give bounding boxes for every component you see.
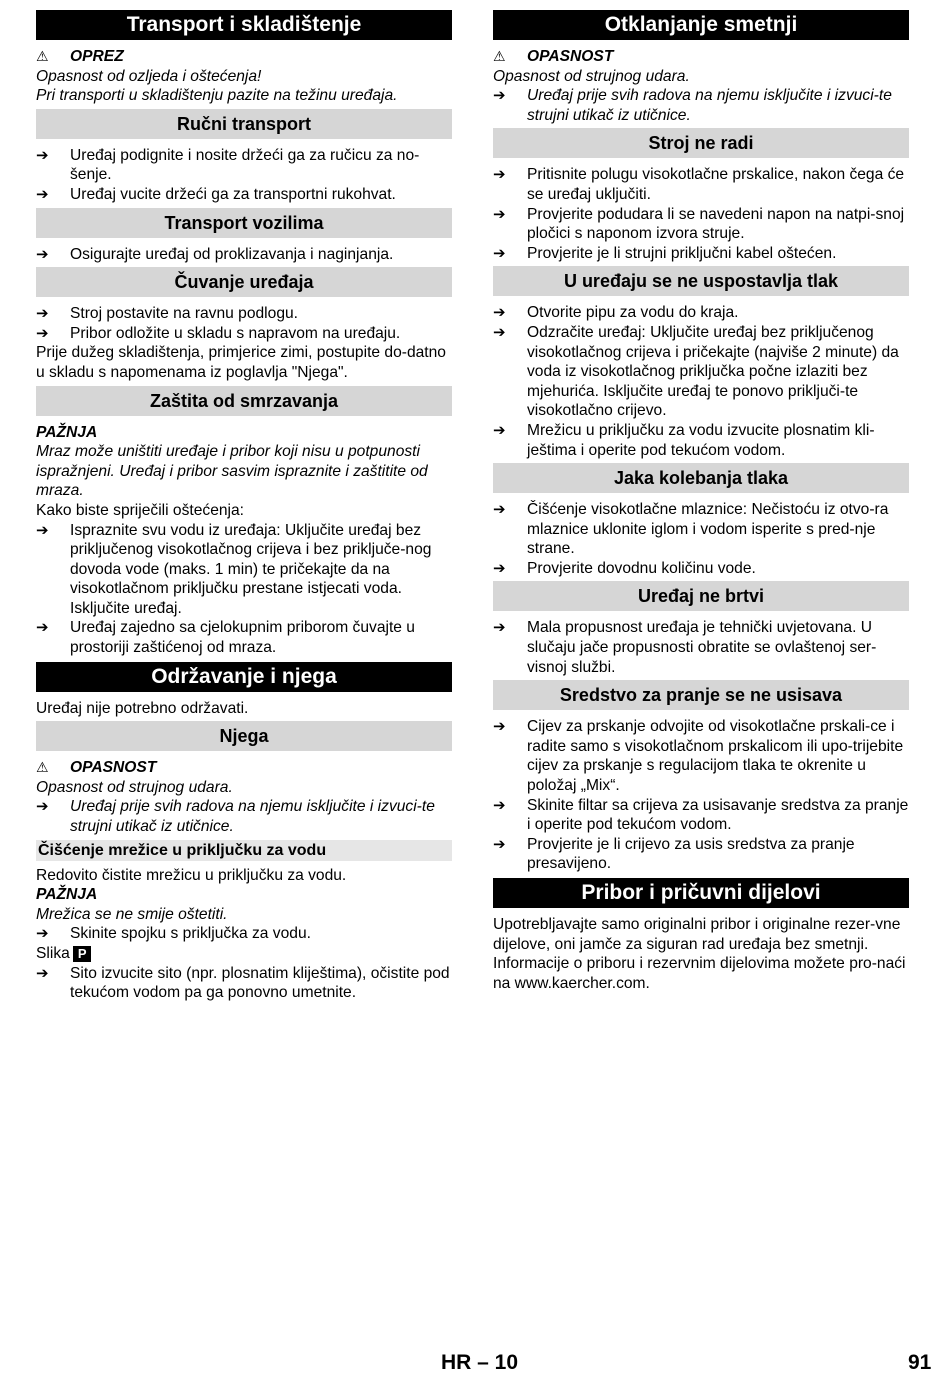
arrow-right-icon: ➔ [493, 796, 506, 814]
warning-text: Mraz može uništiti uređaje i pribor koji nisu u potpunosti ispražnjeni. Uređaj i pribor sasvim ispraznite i zaštitite od mraza. [36, 443, 428, 500]
list-item: ➔ Otvorite pipu za vodu do kraja. [493, 304, 739, 322]
arrow-right-icon: ➔ [36, 185, 49, 203]
arrow-right-icon: ➔ [493, 304, 506, 322]
warning-opasnost [36, 758, 452, 778]
arrow-right-icon: ➔ [493, 87, 506, 105]
subsection-title-kolebanja: Jaka kolebanja tlaka [493, 463, 909, 493]
list-item: ➔ Cijev za prskanje odvojite od visokotlačne prskali-ce i radite samo s visokotlačnom prskalicom ili upo-trijebite cijev za prskanje s regulacijom tlaka te okrenite u položaj „Mix“. [493, 718, 904, 795]
warning-label: OPASNOST [527, 48, 614, 65]
list-item: ➔ Uređaj prije svih radova na njemu isključite i izvuci-te strujni utikač iz utičnice. [36, 798, 435, 836]
warning-label: PAŽNJA [36, 423, 98, 441]
list-item: ➔ Uređaj zajedno sa cjelokupnim priborom čuvajte u prostoriji zaštićenoj od mraza. [36, 619, 415, 657]
arrow-right-icon: ➔ [493, 205, 506, 223]
figure-reference: Slika P [36, 944, 452, 964]
arrow-right-icon: ➔ [493, 166, 506, 184]
arrow-right-icon: ➔ [36, 964, 49, 982]
page-number: 91 [908, 1351, 932, 1374]
subsection-title-cuvanje: Čuvanje uređaja [36, 267, 452, 297]
arrow-right-icon: ➔ [36, 245, 49, 263]
warning-triangle-icon: ⚠ [36, 759, 49, 776]
list-item: ➔ Mala propusnost uređaja je tehnički uvjetovana. U slučaju jače propusnosti obratite se ovlaštenoj ser-visnoj službi. [493, 619, 877, 676]
warning-text: Pri transporti u skladištenju pazite na težinu uređaja. [36, 87, 398, 105]
list-item: ➔ Skinite spojku s priključka za vodu. [36, 925, 311, 943]
list-item: ➔ Pritisnite polugu visokotlačne prskalice, nakon čega će se uređaj uključiti. [493, 166, 905, 203]
arrow-right-icon: ➔ [493, 421, 506, 439]
list-item: ➔ Odzračite uređaj: Uključite uređaj bez priključenog visokotlačnog crijeva i pričekajte (najviše 2 minute) da voda iz visokotlačnog priključka počne izlaziti bez mjehurića. Isključite uređaj te ponovo priključi-te visokotlačno crijevo. [493, 323, 899, 420]
left-column [36, 10, 452, 1003]
arrow-right-icon: ➔ [493, 718, 506, 736]
list-item: ➔ Mrežicu u priključku za vodu izvucite plosnatim kli-ještima i operite pod tekućom vodom. [493, 421, 875, 459]
arrow-right-icon: ➔ [493, 619, 506, 637]
warning-text: Opasnost od ozljeda i oštećenja! [36, 67, 262, 85]
arrow-right-icon: ➔ [36, 619, 49, 637]
arrow-right-icon: ➔ [36, 146, 49, 164]
list-item: ➔ Stroj postavite na ravnu podlogu. [36, 305, 298, 323]
list-item: ➔ Skinite filtar sa crijeva za usisavanje sredstva za pranje i operite pod tekućom vodom. [493, 796, 909, 834]
section-title-transport: Transport i skladištenje [36, 10, 452, 40]
subsection-title-tlak: U uređaju se ne uspostavlja tlak [493, 266, 909, 296]
list-item: ➔ Uređaj prije svih radova na njemu isključite i izvuci-te strujni utikač iz utičnice. [493, 87, 892, 124]
warning-triangle-icon: ⚠ [36, 48, 49, 64]
paragraph: Prije dužeg skladištenja, primjerice zimi, postupite do-datno u skladu s napomenama iz poglavlja "Njega". [36, 344, 446, 381]
arrow-right-icon: ➔ [493, 323, 506, 341]
subsection-title-smrzavanje: Zaštita od smrzavanja [36, 386, 452, 416]
list-item: ➔ Osigurajte uređaj od proklizavanja i naginjanja. [36, 245, 394, 263]
list-item: ➔ Provjerite dovodnu količinu vode. [493, 559, 756, 577]
subsection-title-vozila: Transport vozilima [36, 208, 452, 238]
list-item: ➔ Čišćenje visokotlačne mlaznice: Nečistoću iz otvo-ra mlaznice uklonite iglom i vodom isperite s pred-nje strane. [493, 501, 889, 558]
subsection-title-stroj: Stroj ne radi [493, 128, 909, 158]
warning-oprez [36, 47, 452, 67]
paragraph: Upotrebljavajte samo originalni pribor i originalne rezer-vne dijelove, oni jamče za siguran rad uređaja bez smetnji. [493, 916, 901, 953]
warning-triangle-icon: ⚠ [493, 48, 506, 64]
arrow-right-icon: ➔ [493, 559, 506, 577]
right-column [493, 10, 909, 993]
arrow-right-icon: ➔ [493, 244, 506, 262]
list-item: ➔ Provjerite podudara li se navedeni napon na natpi-snoj pločici s naponom izvora struje. [493, 205, 905, 243]
list-item: ➔ Provjerite je li strujni priključni kabel oštećen. [493, 244, 837, 262]
arrow-right-icon: ➔ [36, 925, 49, 943]
list-item: ➔ Uređaj podignite i nosite držeći ga za ručicu za no-šenje. [36, 146, 420, 184]
list-item: ➔ Pribor odložite u skladu s napravom na uređaju. [36, 324, 401, 342]
list-item: ➔ Provjerite je li crijevo za usis sredstva za pranje presavijeno. [493, 835, 855, 873]
arrow-right-icon: ➔ [36, 798, 49, 816]
section-title-odrzavanje: Održavanje i njega [36, 662, 452, 692]
section-title-pribor: Pribor i pričuvni dijelovi [493, 878, 909, 908]
arrow-right-icon: ➔ [493, 501, 506, 519]
warning-label: OPASNOST [70, 759, 157, 777]
subsection-title-rucni: Ručni transport [36, 109, 452, 139]
warning-label: OPREZ [70, 48, 124, 65]
arrow-right-icon: ➔ [36, 521, 49, 539]
arrow-right-icon: ➔ [493, 835, 506, 853]
subsection-title-ciscenje: Čišćenje mrežice u priključku za vodu [36, 840, 452, 861]
list-item: ➔ Uređaj vucite držeći ga za transportni rukohvat. [36, 185, 396, 203]
figure-badge: P [73, 946, 92, 962]
subsection-title-brtvi: Uređaj ne brtvi [493, 581, 909, 611]
list-item: ➔ Sito izvucite sito (npr. plosnatim kliještima), očistite pod tekućom vodom pa ga ponovno umetnite. [36, 964, 450, 1002]
paragraph: Informacije o priboru i rezervnim dijelovima možete pro-naći na www.kaercher.com. [493, 955, 906, 992]
section-title-otklanjanje: Otklanjanje smetnji [493, 10, 909, 40]
subsection-title-sredstvo: Sredstvo za pranje se ne usisava [493, 680, 909, 710]
list-item: ➔ Ispraznite svu vodu iz uređaja: Uključite uređaj bez priključenog visokotlačnog crijeva i bez priključe-nog dovoda vode (maks. 1 min) te pričekajte da na visokotlačnom priključku prestane istjecati voda. Isključite uređaj. [36, 521, 432, 617]
warning-opasnost [493, 47, 909, 67]
warning-text: Mrežica se ne smije oštetiti. [36, 905, 228, 923]
arrow-right-icon: ➔ [36, 305, 49, 323]
warning-text: Opasnost od strujnog udara. [493, 67, 690, 85]
warning-text: Opasnost od strujnog udara. [36, 778, 233, 796]
footer-label: HR – 10 [441, 1351, 519, 1374]
paragraph: Uređaj nije potrebno održavati. [36, 699, 249, 717]
paragraph: Redovito čistite mrežicu u priključku za vodu. [36, 866, 347, 884]
paragraph: Kako biste spriječili oštećenja: [36, 501, 245, 519]
subsection-title-njega: Njega [36, 721, 452, 751]
arrow-right-icon: ➔ [36, 324, 49, 342]
warning-label: PAŽNJA [36, 886, 98, 904]
